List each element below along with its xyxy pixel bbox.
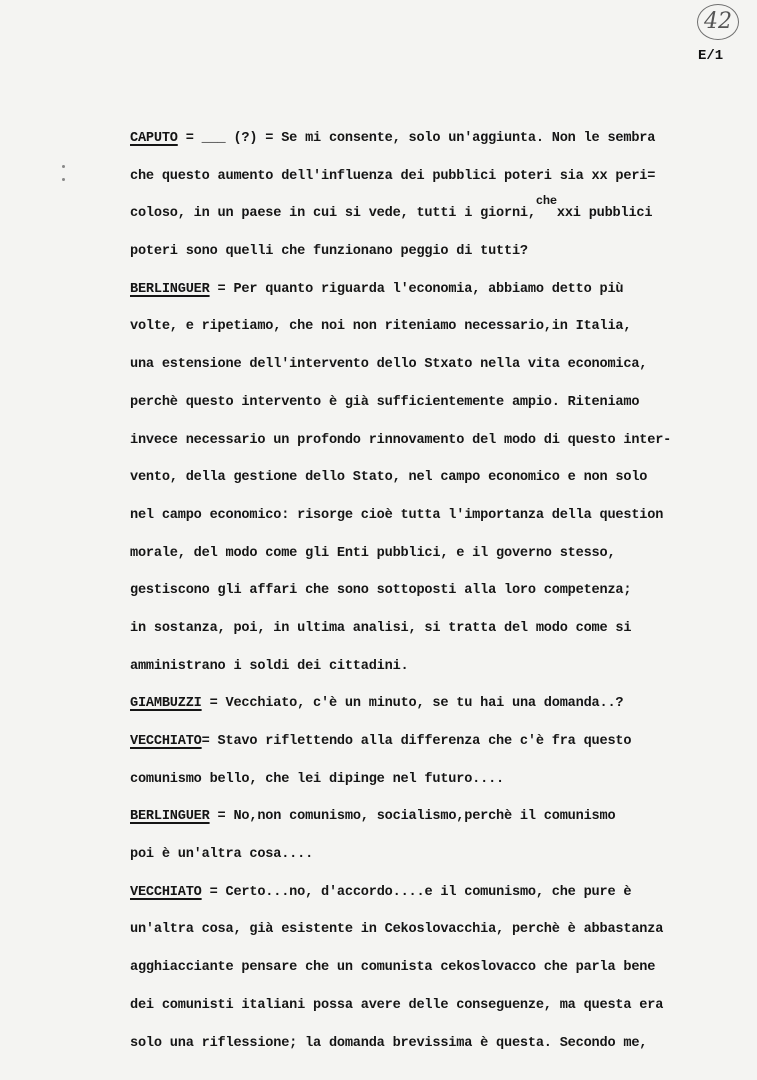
transcript-body xyxy=(130,120,750,1062)
handwritten-insertion: che xyxy=(535,194,557,209)
speaker-name: CAPUTO xyxy=(130,131,178,146)
text-line: amministrano i soldi dei cittadini. xyxy=(130,658,409,674)
text-line xyxy=(130,798,750,836)
text-line: CAPUTO = ___ (?) = Se mi consente, solo un'aggiunta. Non le sembra xyxy=(130,131,656,146)
speaker-name: GIAMBUZZI xyxy=(130,696,202,712)
text-line: agghiacciante pensare che un comunista cekoslovacco che parla bene xyxy=(130,960,656,976)
line-text: (?) = Se mi consente, solo un'aggiunta. Non le sembra xyxy=(233,131,656,146)
page-number-circle: 42 xyxy=(697,4,739,40)
margin-mark xyxy=(62,165,65,168)
speaker-name: VECCHIATO xyxy=(130,734,202,749)
speaker-name: VECCHIATO xyxy=(130,884,202,900)
text-line: comunismo bello, che lei dipinge nel futuro.... xyxy=(130,771,505,787)
text-line xyxy=(130,874,750,912)
text-line: vento, della gestione dello Stato, nel campo economico e non solo xyxy=(130,470,648,486)
text-line: solo una riflessione; la domanda brevissima è questa. Secondo me, xyxy=(130,1035,648,1051)
speaker-name: BERLINGUER xyxy=(130,809,210,825)
text-line: volte, e ripetiamo, che noi non riteniamo necessario,in Italia, xyxy=(130,319,632,335)
text-line xyxy=(130,723,750,761)
margin-mark xyxy=(62,178,65,181)
text-line xyxy=(130,685,750,723)
text-line: nel campo economico: risorge cioè tutta l'importanza della question xyxy=(130,507,664,523)
text-line: in sostanza, poi, in ultima analisi, si tratta del modo come si xyxy=(130,620,632,636)
text-line: gestiscono gli affari che sono sottoposti alla loro competenza; xyxy=(130,583,632,599)
line-text: = No,non comunismo, socialismo,perchè il comunismo xyxy=(217,809,616,825)
line-text: = Per quanto riguarda l'economia, abbiamo detto più xyxy=(217,281,624,297)
text-line: dei comunisti italiani possa avere delle conseguenze, ma questa era xyxy=(130,997,664,1013)
line-text: coloso, in un paese in cui si vede, tutti i giorni, xyxy=(130,206,536,222)
line-text: = Vecchiato, c'è un minuto, se tu hai una domanda..? xyxy=(209,696,624,712)
section-code: E/1 xyxy=(698,48,724,64)
line-text: xxi pubblici xyxy=(556,206,653,222)
text-line: che questo aumento dell'influenza dei pubblici poteri sia xx peri= xyxy=(130,168,656,184)
text-line: un'altra cosa, già esistente in Cekoslovacchia, perchè è abbastanza xyxy=(130,922,664,938)
text-line: invece necessario un profondo rinnovamento del modo di questo inter- xyxy=(130,432,672,448)
text-line xyxy=(130,195,750,233)
text-line: una estensione dell'intervento dello Stxato nella vita economica, xyxy=(130,357,648,373)
speaker-name: BERLINGUER xyxy=(130,281,210,297)
line-text: = Stavo riflettendo alla differenza che c'è fra questo xyxy=(201,734,632,749)
text-line: poi è un'altra cosa.... xyxy=(130,847,314,863)
text-line: morale, del modo come gli Enti pubblici, e il governo stesso, xyxy=(130,545,616,561)
line-text: = Certo...no, d'accordo....e il comunismo, che pure è xyxy=(209,884,632,900)
text-line: perchè questo intervento è già sufficientemente ampio. Riteniamo xyxy=(130,394,640,410)
text-line xyxy=(130,271,750,309)
text-line: poteri sono quelli che funzionano peggio di tutti? xyxy=(130,244,528,260)
